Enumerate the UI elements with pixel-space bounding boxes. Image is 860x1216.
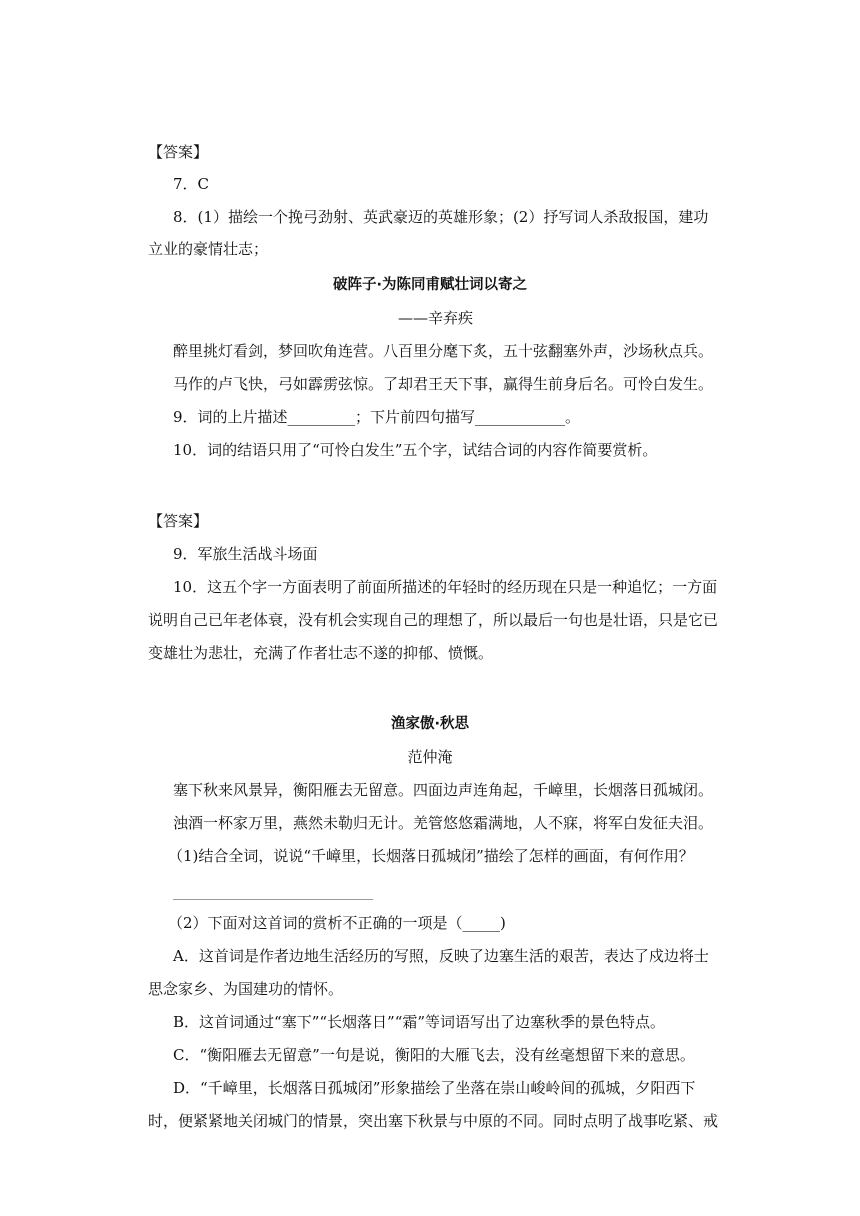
poem-2-title: 渔家傲·秋思 — [390, 716, 469, 732]
question-2-1: （1)结合全词，说说“千嶂里，长烟落日孤城闭”描绘了怎样的画面，有何作用？ — [168, 847, 694, 865]
option-d-line-2: 时，便紧紧地关闭城门的情景，突出塞下秋景与中原的不同。同时点明了战事吃紧、戒 — [148, 1112, 719, 1130]
option-b: B．这首词通过“塞下”“长烟落日”“霜”等词语写出了边塞秋季的景色特点。 — [173, 1013, 666, 1031]
poem-1-line-2: 马作的卢飞快，弓如霹雳弦惊。了却君王天下事，赢得生前身后名。可怜白发生。 — [173, 375, 714, 393]
poem-1-title: 破阵子·为陈同甫赋壮词以寄之 — [332, 277, 527, 293]
answer-heading-1: 【答案】 — [148, 143, 209, 161]
poem-1-line-1: 醉里挑灯看剑，梦回吹角连营。八百里分麾下炙，五十弦翻塞外声，沙场秋点兵。 — [173, 342, 714, 360]
answer-line — [173, 899, 373, 900]
option-a-line-1: A．这首词是作者边地生活经历的写照，反映了边塞生活的艰苦，表达了戍边将士 — [173, 947, 709, 965]
option-d-line-1: D．“千嶂里，长烟落日孤城闭”形象描绘了坐落在崇山峻岭间的孤城，夕阳西下 — [173, 1079, 696, 1097]
poem-2-author: 范仲淹 — [407, 748, 453, 766]
answer-10-line-3: 变雄壮为悲壮，充满了作者壮志不遂的抑郁、愤慨。 — [148, 644, 494, 662]
answer-9: 9．军旅生活战斗场面 — [173, 545, 318, 563]
answer-8-line-2: 立业的豪情壮志； — [148, 240, 269, 258]
poem-2-line-1: 塞下秋来风景异，衡阳雁去无留意。四面边声连角起，千嶂里，长烟落日孤城闭。 — [173, 781, 714, 799]
question-9: 9．词的上片描述_________；下片前四句描写____________。 — [173, 408, 581, 426]
answer-7: 7．C — [173, 175, 210, 193]
option-a-line-2: 思念家乡、为国建功的情怀。 — [148, 980, 344, 998]
poem-2-line-2: 浊酒一杯家万里，燕然未勒归无计。羌管悠悠霜满地，人不寐，将军白发征夫泪。 — [173, 814, 714, 832]
answer-heading-2: 【答案】 — [148, 512, 209, 530]
answer-10-line-1: 10．这五个字一方面表明了前面所描述的年轻时的经历现在只是一种追忆；一方面 — [173, 578, 718, 596]
option-c: C．“衡阳雁去无留意”一句是说，衡阳的大雁飞去，没有丝毫想留下来的意思。 — [173, 1046, 695, 1064]
question-10: 10．词的结语只用了“可怜白发生”五个字，试结合词的内容作简要赏析。 — [173, 441, 658, 459]
poem-1-author: ——辛弃疾 — [398, 309, 474, 327]
answer-8-line-1: 8．(1）描绘一个挽弓劲射、英武豪迈的英雄形象；(2）抒写词人杀敌报国，建功 — [173, 208, 709, 226]
question-2-2: （2）下面对这首词的赏析不正确的一项是（_____) — [168, 914, 506, 932]
answer-10-line-2: 说明自己已年老体衰，没有机会实现自己的理想了，所以最后一句也是壮语，只是它已 — [148, 611, 719, 629]
